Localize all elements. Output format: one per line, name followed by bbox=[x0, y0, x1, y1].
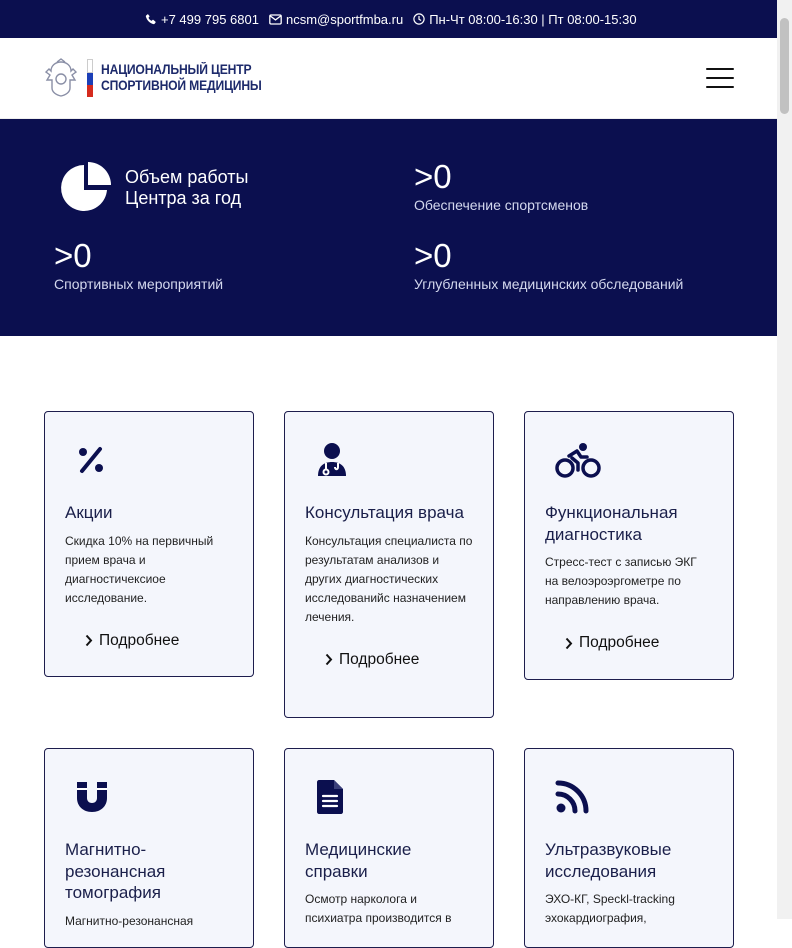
more-link-label: Подробнее bbox=[99, 631, 180, 649]
card-title: Ультразвуковые исследования bbox=[545, 840, 672, 881]
emblem-icon bbox=[43, 58, 79, 98]
flag-stripe bbox=[87, 59, 93, 97]
card-description: Стресс-тест с записью ЭКГ на велоэроэргометре по направлению врача. bbox=[545, 555, 697, 607]
stat-athletes bbox=[414, 159, 588, 213]
logo-line-1: НАЦИОНАЛЬНЫЙ ЦЕНТР bbox=[101, 62, 252, 77]
phone-text: +7 499 795 6801 bbox=[161, 11, 259, 27]
card-description: ЭХО-КГ, Speckl-tracking эхокардиография, bbox=[545, 892, 675, 925]
stat-caption: Обеспечение спортсменов bbox=[414, 197, 589, 213]
vertical-scrollbar[interactable] bbox=[777, 0, 792, 919]
service-card-consultation[interactable] bbox=[284, 411, 494, 718]
chevron-right-icon bbox=[325, 653, 333, 666]
service-card-ultrasound[interactable] bbox=[524, 748, 734, 948]
stat-examinations bbox=[414, 238, 683, 292]
working-hours bbox=[413, 12, 636, 27]
card-description: Консультация специалиста по результатам анализов и других диагностических исследованийс назначением лечения. bbox=[305, 533, 473, 624]
site-logo[interactable] bbox=[43, 58, 279, 98]
stat-value: >0 bbox=[54, 237, 92, 274]
service-card-promotions[interactable] bbox=[44, 411, 254, 677]
stat-value: >0 bbox=[414, 158, 452, 195]
scrollbar-thumb[interactable] bbox=[780, 18, 789, 114]
more-link[interactable] bbox=[305, 651, 473, 669]
logo-line-2: СПОРТИВНОЙ МЕДИЦИНЫ bbox=[101, 78, 262, 93]
pie-chart-icon bbox=[55, 159, 115, 217]
more-link[interactable] bbox=[545, 634, 713, 652]
envelope-icon bbox=[269, 14, 282, 25]
chevron-right-icon bbox=[565, 637, 573, 650]
stat-value: >0 bbox=[414, 237, 452, 274]
cyclist-icon bbox=[545, 440, 713, 480]
email-link[interactable] bbox=[269, 12, 403, 27]
more-link-label: Подробнее bbox=[579, 634, 660, 651]
stats-title-line-1: Объем работы bbox=[125, 167, 249, 187]
top-contact-bar bbox=[0, 0, 777, 38]
more-link[interactable] bbox=[65, 632, 233, 650]
magnet-icon bbox=[65, 777, 233, 817]
stat-events bbox=[54, 238, 223, 292]
chevron-right-icon bbox=[85, 634, 93, 647]
service-card-medical-certificates[interactable] bbox=[284, 748, 494, 948]
card-title: Функциональная диагностика bbox=[545, 503, 678, 544]
more-link-label: Подробнее bbox=[339, 650, 420, 668]
stats-title bbox=[55, 159, 248, 217]
percent-icon bbox=[65, 440, 233, 480]
logo-text bbox=[101, 62, 262, 94]
email-text: ncsm@sportfmba.ru bbox=[285, 11, 404, 27]
card-description: Осмотр нарколога и психиатра производится в bbox=[305, 892, 452, 925]
stat-caption: Углубленных медицинских обследований bbox=[414, 276, 684, 292]
phone-icon bbox=[145, 13, 157, 25]
card-title: Магнитно-резонансная томография bbox=[65, 840, 166, 902]
doctor-icon bbox=[305, 440, 473, 480]
hours-text: Пн-Чт 08:00-16:30 | Пт 08:00-15:30 bbox=[429, 11, 637, 27]
card-title: Медицинские справки bbox=[305, 840, 412, 881]
service-card-mri[interactable] bbox=[44, 748, 254, 948]
card-title: Консультация врача bbox=[305, 503, 464, 522]
file-document-icon bbox=[305, 777, 473, 817]
card-title: Акции bbox=[65, 503, 113, 522]
phone-link[interactable] bbox=[145, 12, 259, 27]
site-header bbox=[0, 38, 777, 119]
hamburger-menu-icon[interactable] bbox=[706, 68, 734, 88]
stats-title-line-2: Центра за год bbox=[125, 188, 242, 208]
rss-icon bbox=[545, 777, 713, 817]
card-description: Скидка 10% на первичный прием врача и диагностичексиое исследование. bbox=[65, 533, 214, 605]
stat-caption: Спортивных мероприятий bbox=[54, 276, 224, 292]
clock-icon bbox=[413, 13, 425, 25]
stats-section bbox=[0, 119, 777, 336]
card-description: Магнитно-резонансная bbox=[65, 913, 194, 928]
service-card-functional-diagnostics[interactable] bbox=[524, 411, 734, 680]
